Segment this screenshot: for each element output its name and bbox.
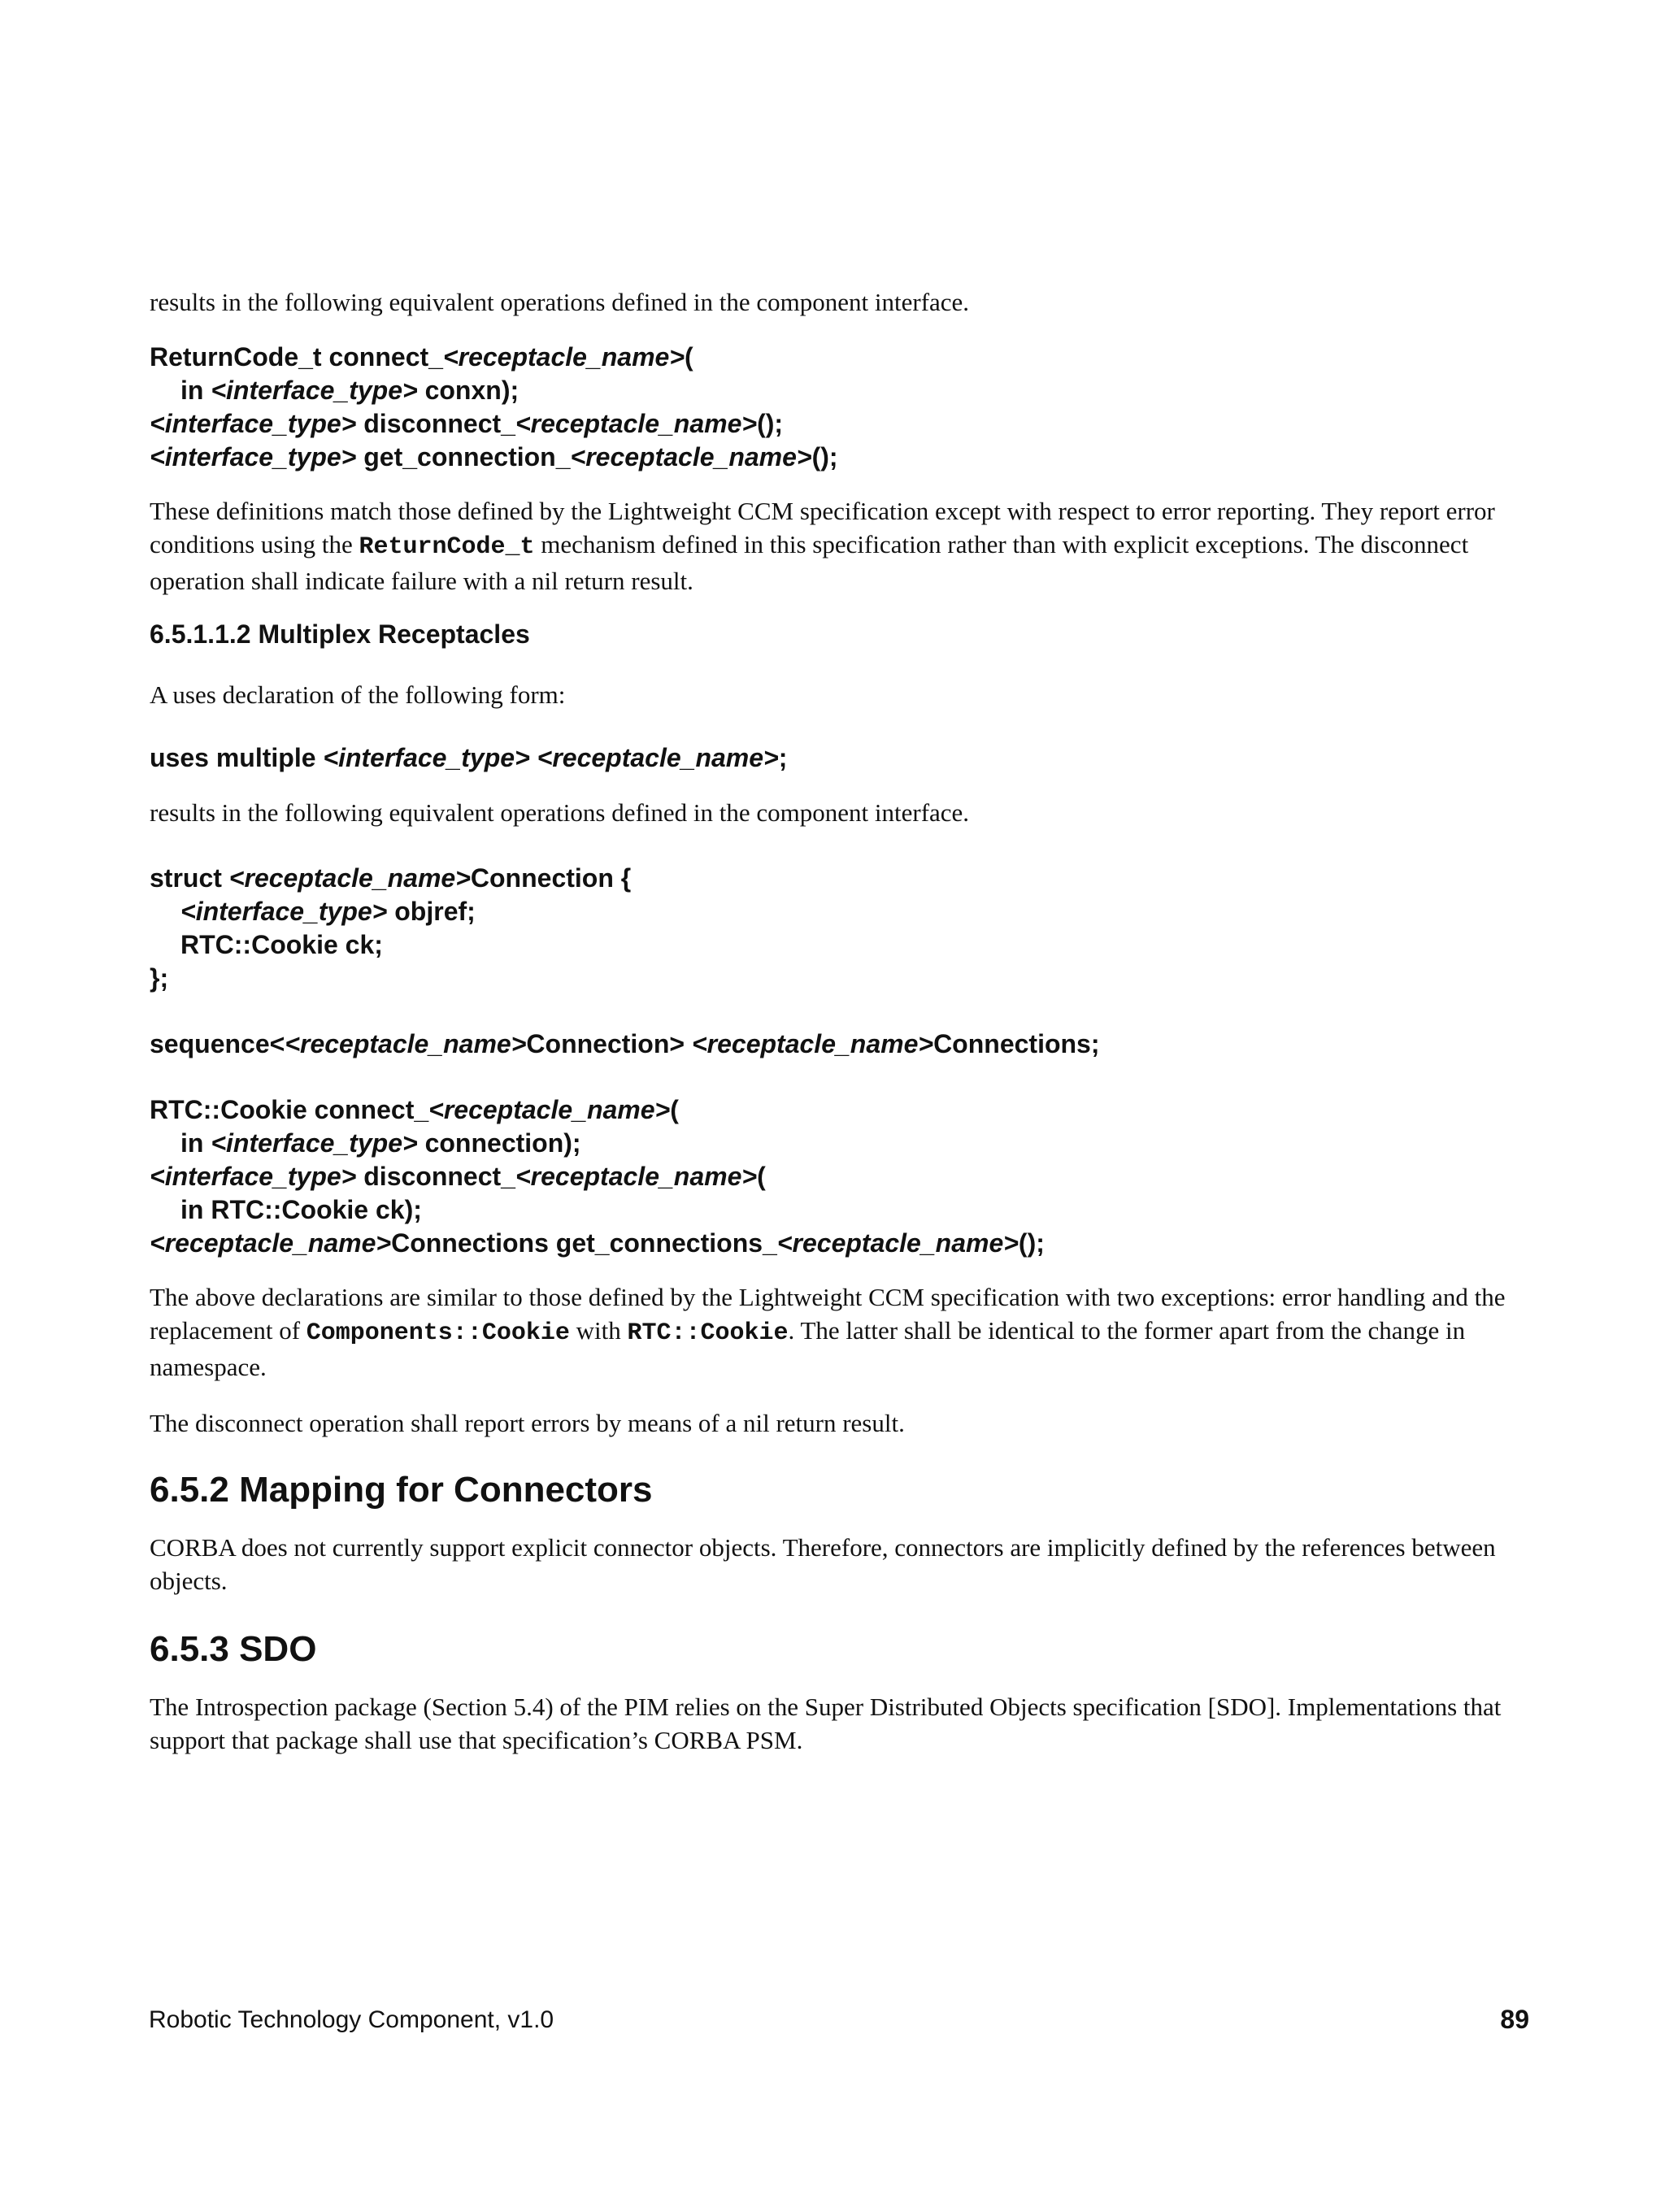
code-line: <interface_type> get_connection_<receptacle_name>(); — [150, 442, 838, 472]
paragraph-error-reporting: These definitions match those defined by the Lightweight CCM specification except with respect to error reporting. They report error conditions using the ReturnCode_t mechanism defined in this specification rather than with explicit exceptions. The disconnect operation shall indicate failure with a nil return result. — [150, 497, 1495, 595]
page-number: 89 — [1500, 2005, 1529, 2034]
uses-declaration-code: uses multiple <interface_type> <receptacle_name>; — [150, 743, 788, 772]
code-line: struct <receptacle_name>Connection { — [150, 863, 632, 893]
footer-title: Robotic Technology Component, v1.0 — [149, 2006, 554, 2033]
code-line: in <interface_type> connection); — [180, 1128, 581, 1158]
code-line: <interface_type> objref; — [180, 897, 476, 926]
code-line: <interface_type> disconnect_<receptacle_name>( — [150, 1162, 766, 1191]
section-heading-mapping-connectors: 6.5.2 Mapping for Connectors — [150, 1470, 653, 1510]
code-line: <interface_type> disconnect_<receptacle_name>(); — [150, 409, 784, 438]
multiplex-operations-code — [150, 1093, 1532, 1260]
section-heading-sdo: 6.5.3 SDO — [150, 1629, 317, 1669]
code-line: RTC::Cookie connect_<receptacle_name>( — [150, 1095, 679, 1124]
inline-code: RTC::Cookie — [627, 1319, 789, 1347]
code-line: in RTC::Cookie ck); — [180, 1195, 422, 1224]
paragraph-corba-connectors: CORBA does not currently support explicit connector objects. Therefore, connectors are implicitly defined by the references between objects. — [150, 1533, 1496, 1595]
paragraph-disconnect-errors: The disconnect operation shall report errors by means of a nil return result. — [150, 1409, 905, 1437]
code-line: ReturnCode_t connect_<receptacle_name>( — [150, 342, 693, 372]
inline-code: Components::Cookie — [306, 1319, 570, 1347]
code-line: RTC::Cookie ck; — [180, 930, 383, 959]
struct-code-block — [150, 862, 1532, 995]
code-line: in <interface_type> conxn); — [180, 376, 519, 405]
uses-intro-paragraph: A uses declaration of the following form: — [150, 680, 566, 709]
paragraph-cookie-replacement: The above declarations are similar to those defined by the Lightweight CCM specification with two exceptions: error handling and the replacement of Components::Cookie with RTC::Cookie. The latter shall be identical to the former apart from the change in namespace. — [150, 1283, 1506, 1381]
paragraph-introspection: The Introspection package (Section 5.4) of the PIM relies on the Super Distributed Objects specification [SDO]. Implementations that support that package shall use that specification’s CORBA PSM. — [150, 1693, 1502, 1754]
section-heading-multiplex-receptacles: 6.5.1.1.2 Multiplex Receptacles — [150, 619, 530, 649]
intro-paragraph-2: results in the following equivalent operations defined in the component interface. — [150, 798, 970, 827]
intro-paragraph: results in the following equivalent operations defined in the component interface. — [150, 288, 970, 316]
page-content — [150, 285, 1532, 1757]
sequence-code-line: sequence<<receptacle_name>Connection> <receptacle_name>Connections; — [150, 1029, 1100, 1058]
simplex-operations-code — [150, 341, 1532, 474]
inline-code: ReturnCode_t — [359, 533, 535, 561]
code-line: <receptacle_name>Connections get_connections_<receptacle_name>(); — [150, 1228, 1045, 1258]
code-line: }; — [150, 963, 169, 993]
